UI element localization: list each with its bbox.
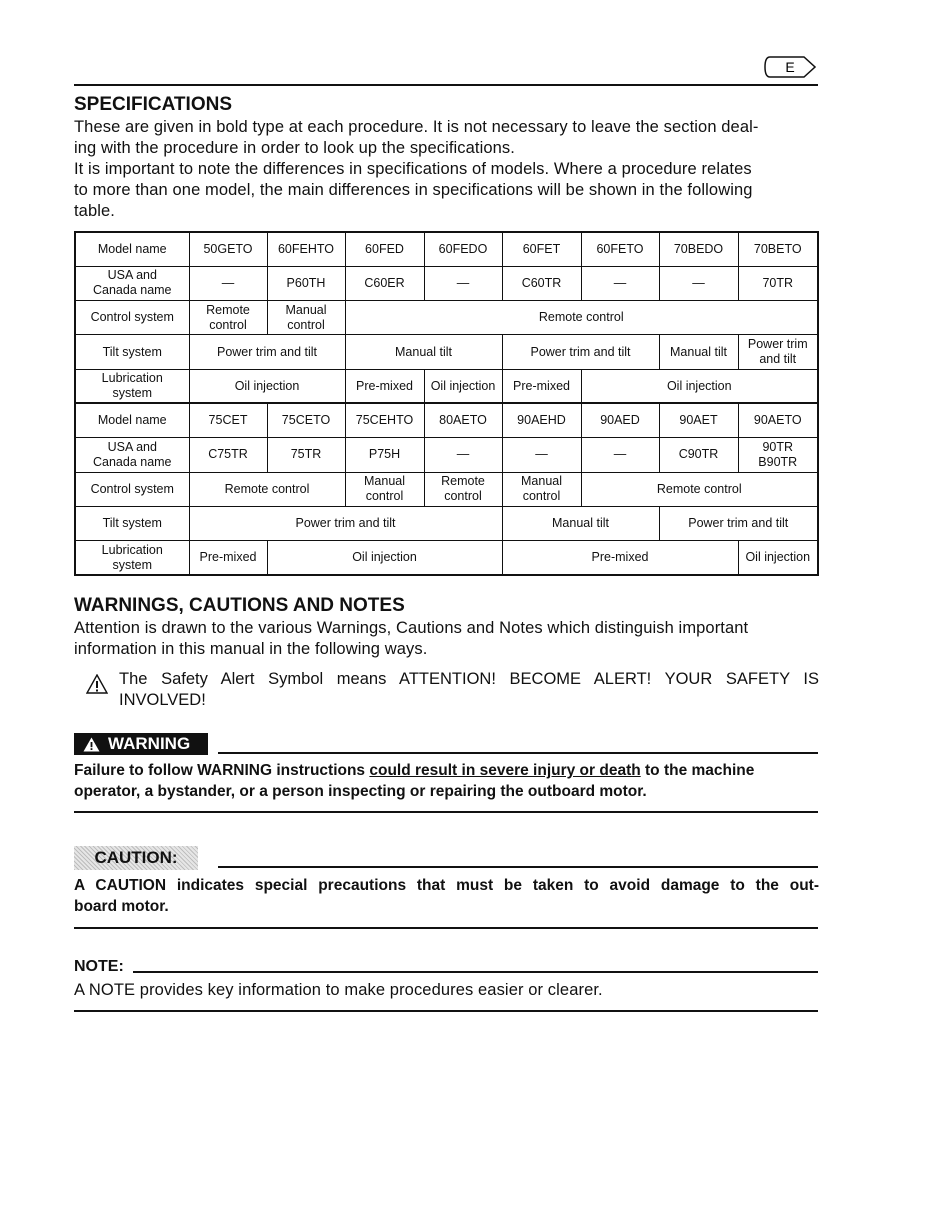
note-label: NOTE: (74, 958, 124, 975)
table-cell: Oil injection (424, 369, 502, 403)
note-text: A NOTE provides key information to make procedures easier or clearer. (74, 981, 603, 999)
table-row (75, 301, 818, 335)
table-cell: 50GETO (189, 232, 267, 266)
table-cell: 90AEHD (502, 403, 581, 437)
table-cell: 90AET (659, 403, 738, 437)
row-header-line: USA and (107, 268, 157, 283)
warning-header-rule (218, 752, 818, 754)
cell-line: 90TR (762, 439, 794, 454)
safety-alert-icon (86, 674, 108, 694)
table-cell: 70BETO (738, 232, 818, 266)
table-cell: Pre-mixed (189, 541, 267, 575)
table-cell: Pre-mixed (345, 369, 424, 403)
table-row (75, 472, 818, 506)
row-header-line: system (112, 557, 153, 572)
table-cell: 75TR (267, 438, 345, 472)
table-cell: — (424, 438, 502, 472)
caution-tag: CAUTION: (74, 846, 198, 870)
table-cell: Remote control (581, 472, 818, 506)
specifications-intro (74, 117, 819, 222)
row-header-line: system (112, 386, 153, 401)
row-header (75, 438, 189, 472)
table-cell: 60FETO (581, 232, 659, 266)
table-cell: C60TR (502, 266, 581, 300)
warnings-heading: WARNINGS, CAUTIONS AND NOTES (74, 595, 405, 616)
specifications-table (74, 231, 819, 576)
row-header: Control system (75, 301, 189, 335)
caution-text-line: A CAUTION indicates special precautions that must be taken to avoid damage to the out- (74, 877, 819, 894)
table-cell: C90TR (659, 438, 738, 472)
cell-line: Remote (206, 302, 250, 317)
table-row (75, 232, 818, 266)
table-cell: 75CEHTO (345, 403, 424, 437)
table-cell: 60FED (345, 232, 424, 266)
note-header-rule (133, 971, 818, 973)
table-row (75, 266, 818, 300)
row-header-line: Canada name (92, 283, 172, 298)
table-cell: Oil injection (267, 541, 502, 575)
table-cell: P75H (345, 438, 424, 472)
table-row (75, 506, 818, 540)
table-cell: — (424, 266, 502, 300)
cell-line: Manual (521, 474, 562, 489)
row-header-line: Lubrication (101, 371, 163, 386)
table-cell: P60TH (267, 266, 345, 300)
cell-line: control (287, 317, 325, 332)
safety-alert-text (119, 669, 819, 711)
cell-line: B90TR (758, 454, 798, 469)
spec-para-line: ing with the procedure in order to look up the specifications. (74, 139, 515, 157)
table-cell: Manual tilt (345, 335, 502, 369)
alert-line: The Safety Alert Symbol means ATTENTION! BECOME ALERT! YOUR SAFETY IS (119, 670, 819, 688)
cell-line: control (365, 489, 404, 504)
table-cell: 90AETO (738, 403, 818, 437)
cell-line: Manual (364, 474, 405, 489)
intro-line: Attention is drawn to the various Warnings, Cautions and Notes which distinguish important (74, 619, 749, 637)
warning-triangle-icon (83, 737, 100, 752)
caution-text (74, 875, 819, 917)
table-cell (345, 472, 424, 506)
language-badge-shape (764, 56, 816, 78)
table-cell: Oil injection (738, 541, 818, 575)
row-header (75, 369, 189, 403)
warnings-intro (74, 618, 819, 660)
table-cell: 60FET (502, 232, 581, 266)
note-footer-rule (74, 1010, 818, 1012)
table-row (75, 438, 818, 472)
table-cell: — (659, 266, 738, 300)
cell-line: Power trim (747, 337, 808, 352)
cell-line: Remote (441, 474, 485, 489)
table-cell: Manual tilt (502, 506, 659, 540)
table-cell: C75TR (189, 438, 267, 472)
spec-para-line: These are given in bold type at each procedure. It is not necessary to leave the section deal- (74, 118, 759, 136)
specifications-heading: SPECIFICATIONS (74, 94, 232, 115)
table-row (75, 369, 818, 403)
alert-line: INVOLVED! (119, 691, 206, 709)
row-header-line: USA and (107, 439, 157, 454)
table-row (75, 403, 818, 437)
table-cell: Power trim and tilt (189, 506, 502, 540)
table-cell: Pre-mixed (502, 541, 738, 575)
table-cell: Power trim and tilt (502, 335, 659, 369)
table-cell: 80AETO (424, 403, 502, 437)
top-rule (74, 84, 818, 86)
table-cell (189, 301, 267, 335)
caution-footer-rule (74, 927, 818, 929)
row-header: Tilt system (75, 506, 189, 540)
table-cell: — (581, 438, 659, 472)
intro-line: information in this manual in the following ways. (74, 640, 428, 658)
table-cell (267, 301, 345, 335)
table-cell: — (581, 266, 659, 300)
row-header (75, 541, 189, 575)
table-cell (424, 472, 502, 506)
caution-header-rule (218, 866, 818, 868)
warning-text-line (74, 760, 819, 781)
table-cell: 60FEHTO (267, 232, 345, 266)
table-cell: 70BEDO (659, 232, 738, 266)
row-header: Control system (75, 472, 189, 506)
table-cell: — (189, 266, 267, 300)
cell-line: control (444, 489, 482, 504)
cell-line: control (522, 489, 561, 504)
table-cell: Oil injection (189, 369, 345, 403)
cell-line: Manual (285, 302, 327, 317)
table-row (75, 335, 818, 369)
table-cell (738, 335, 818, 369)
spec-para-line: It is important to note the differences in specifications of models. Where a procedure relates (74, 160, 752, 178)
row-header: Tilt system (75, 335, 189, 369)
language-badge-letter: E (785, 59, 795, 75)
row-header (75, 266, 189, 300)
language-badge (764, 56, 816, 78)
warning-tag-label: WARNING (108, 734, 191, 753)
table-cell: Remote control (345, 301, 818, 335)
spec-para-line: to more than one model, the main differences in specifications will be shown in the following (74, 181, 753, 199)
table-cell (502, 472, 581, 506)
table-cell: Power trim and tilt (659, 506, 818, 540)
table-cell: 90AED (581, 403, 659, 437)
warning-tag (74, 733, 208, 755)
warning-text-line: operator, a bystander, or a person inspecting or repairing the outboard motor. (74, 783, 647, 800)
row-header: Model name (75, 403, 189, 437)
table-cell: Oil injection (581, 369, 818, 403)
warning-text-pre: Failure to follow WARNING instructions (74, 762, 370, 779)
table-cell: Remote control (189, 472, 345, 506)
table-cell: Pre-mixed (502, 369, 581, 403)
warning-text-underlined: could result in severe injury or death (369, 762, 641, 779)
table-cell: Manual tilt (659, 335, 738, 369)
table-cell: 70TR (738, 266, 818, 300)
caution-text-line: board motor. (74, 898, 169, 915)
table-row (75, 541, 818, 575)
table-cell: 60FEDO (424, 232, 502, 266)
warning-footer-rule (74, 811, 818, 813)
warning-text (74, 760, 819, 802)
row-header: Model name (75, 232, 189, 266)
row-header-line: Lubrication (101, 542, 163, 557)
table-cell: 75CETO (267, 403, 345, 437)
table-cell: C60ER (345, 266, 424, 300)
cell-line: and tilt (759, 352, 797, 367)
warning-text-post: to the machine (640, 762, 755, 779)
row-header-line: Canada name (92, 454, 172, 469)
table-cell: Power trim and tilt (189, 335, 345, 369)
table-cell: 75CET (189, 403, 267, 437)
table-cell: — (502, 438, 581, 472)
cell-line: control (209, 317, 247, 332)
table-cell (738, 438, 818, 472)
spec-para-line: table. (74, 202, 115, 220)
